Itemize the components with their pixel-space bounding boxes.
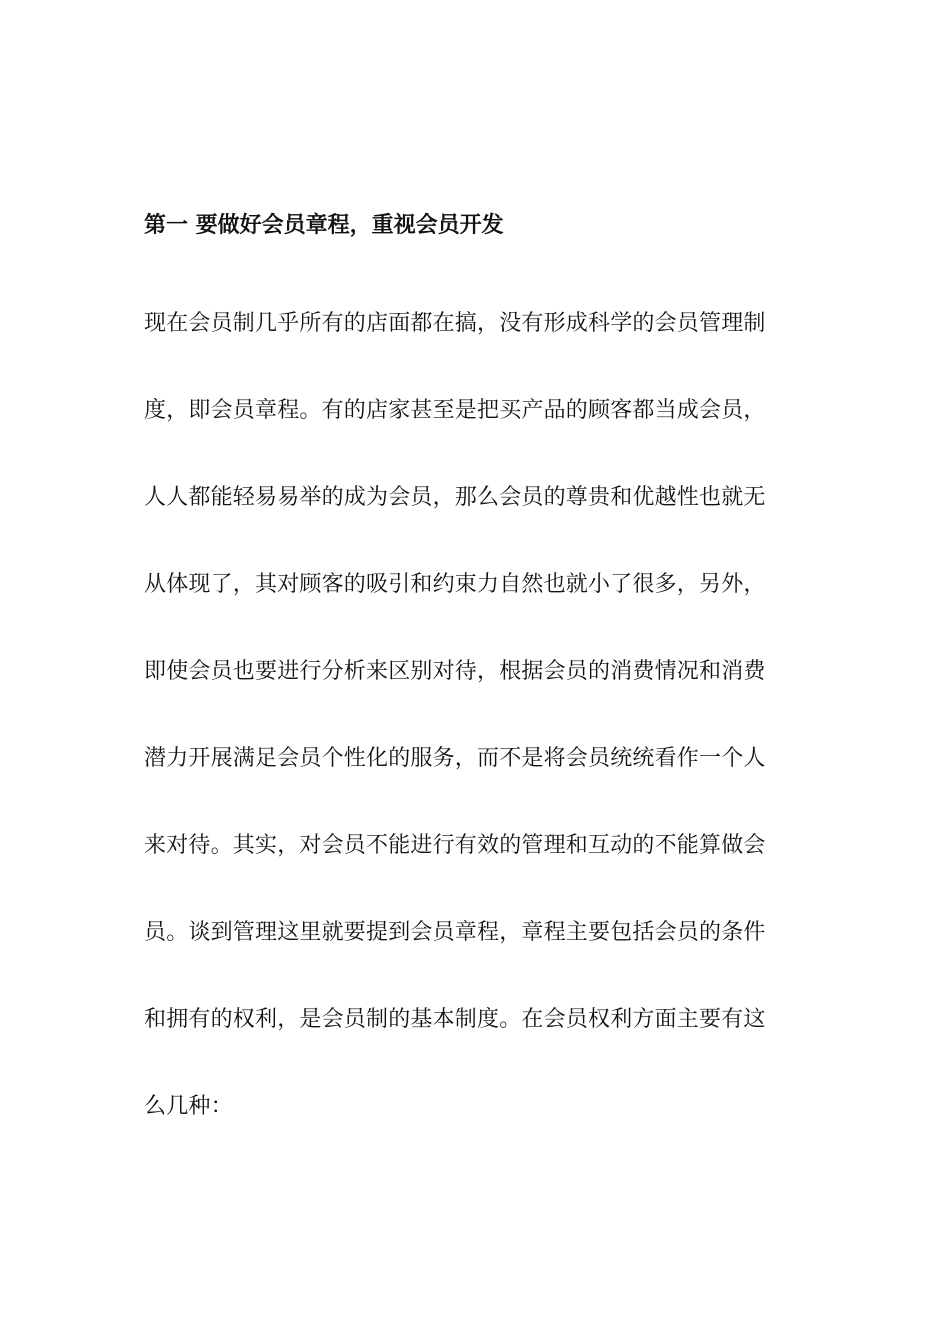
section-heading: 第一 要做好会员章程，重视会员开发: [144, 213, 504, 238]
paragraph-line: 从体现了，其对顾客的吸引和约束力自然也就小了很多，另外，: [144, 572, 766, 597]
paragraph-line: 即使会员也要进行分析来区别对待，根据会员的消费情况和消费: [144, 659, 766, 684]
paragraph-line: 人人都能轻易易举的成为会员，那么会员的尊贵和优越性也就无: [144, 485, 766, 510]
paragraph-line: 来对待。其实，对会员不能进行有效的管理和互动的不能算做会: [144, 833, 766, 858]
paragraph-line: 现在会员制几乎所有的店面都在搞，没有形成科学的会员管理制: [144, 311, 766, 336]
paragraph-line: 么几种：: [144, 1094, 233, 1119]
paragraph-line: 员。谈到管理这里就要提到会员章程，章程主要包括会员的条件: [144, 920, 766, 945]
paragraph-line: 度，即会员章程。有的店家甚至是把买产品的顾客都当成会员，: [144, 398, 766, 423]
paragraph-line: 和拥有的权利，是会员制的基本制度。在会员权利方面主要有这: [144, 1007, 766, 1032]
paragraph-line: 潜力开展满足会员个性化的服务，而不是将会员统统看作一个人: [144, 746, 766, 771]
